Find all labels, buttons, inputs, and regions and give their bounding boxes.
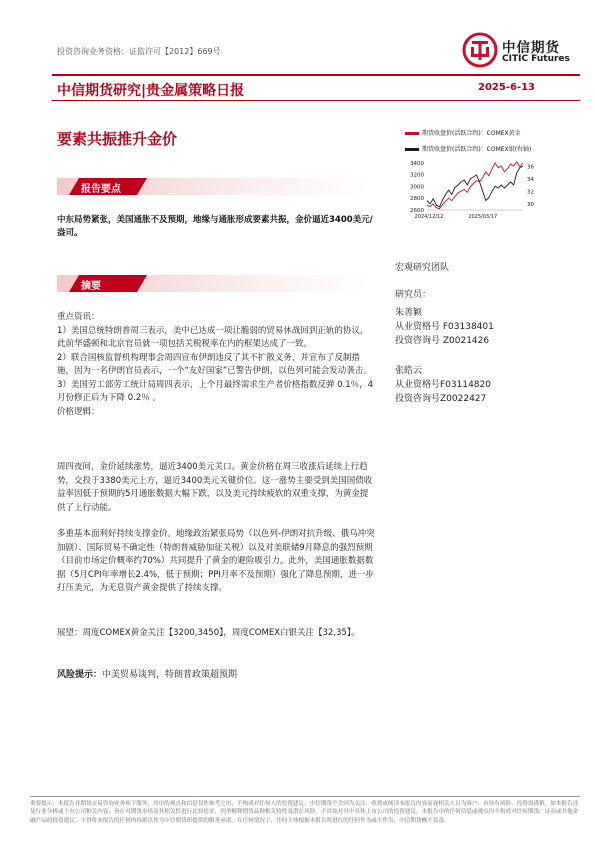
y-left-tick-label: 3400	[410, 160, 424, 167]
y-right-tick-label: 32	[527, 189, 534, 196]
citic-logo	[462, 30, 582, 70]
analyst-advisory: 投资咨询号Z0022427	[395, 394, 487, 404]
focus-item-3: 3）美国劳工部劳工统计局周四表示，上个月最终需求生产者价格指数反弹 0.1％，4 月份修正后为下降 0.2％ 。	[57, 379, 374, 403]
citic-logo-icon	[462, 32, 498, 68]
logic-paragraph-2: 多重基本面利好持续支撑金价。地缘政治紧张局势（以色列-伊朗对抗升级、俄乌冲突加剧）、国际贸易不确定性（特朗普威胁加征关税）以及对美联储9月降息的强烈预期（目前市场定价概率约70%）共同提升了黄金的避险吸引力。此外，美国通胀数据数据（5月CPI年率增长2.4%，低于预期；PPI月率不及预期）强化了降息预期，进一步打压美元，为无息资产黄金提供了持续支撑。	[57, 529, 375, 593]
analyst-1	[395, 306, 494, 348]
price-chart	[395, 122, 585, 232]
risk-text: 中美贸易谈判，特朗普政策超预期	[102, 670, 238, 680]
focus-item-2: 2）联合国核监督机构理事会周四宣布伊朗违反了其不扩散义务，并宣布了反制措施，因为一名伊朗官员表示，一个“友好国家”已警告伊朗，以色列可能会发动袭击。	[57, 352, 372, 376]
section-bar-abstract	[57, 275, 374, 292]
header-rule-bottom	[52, 100, 580, 101]
y-left-tick-label: 3000	[410, 184, 424, 191]
disclaimer-rule	[30, 796, 580, 797]
x-tick-label: 2025/03/17	[468, 214, 498, 220]
chart-plot	[395, 122, 585, 232]
section-label-key-points: 报告要点	[81, 184, 121, 195]
report-date: 2025-6-13	[478, 82, 536, 93]
researchers-label: 研究员：	[395, 290, 432, 300]
focus-news-block	[57, 311, 375, 419]
x-tick-label: 2024/12/12	[414, 214, 444, 220]
risk-warning	[57, 667, 237, 680]
logic-heading: 价格逻辑：	[57, 406, 100, 417]
team-title: 宏观研究团队	[395, 263, 450, 273]
logic-paragraph-1: 周四夜间，金价延续涨势，逼近3400美元关口。黄金价格在周三收涨后延续上行趋势，交投于3380美元上方，逼近3400美元关键价位。这一涨势主要受到美国国债收益率因低于预期的5月通胀数据大幅下跌，以及美元持续疲软的双重支撑，为黄金提供了上行动能。	[57, 462, 373, 513]
logo-english-name: CITIC Futures	[502, 54, 570, 64]
y-left-tick-label: 3200	[410, 172, 424, 179]
series-line-silver	[427, 166, 523, 207]
disclaimer-text: 重要提示：本报告非期货交易咨询业务项下服务，其中的观点和信息仅作参考之用，不构成对任何人的投资建议。中信期货不会因为关注、收到或阅读本报告内容而视相关人员为客户；市场有风险，投资需谨慎。如本报告涉及行业分析或上市公司相关内容，旨在对期货市场及其相关性进行比较论证，列举解释期货品种相关特性及潜在风险，不涉及对其中具体上市公司的投资建议，本报告中的任何信息或观点均不构成对任何期货、证券或其他金融产品的投资建议。不得将本报告的任何内容据以作为中信期货所提供的服务承诺。在任何情况下，任何主体根据本报告所进行的任何作为或不作为，中信期货概不负责。	[30, 801, 579, 824]
analyst-advisory: 投资咨询号 Z0021426	[395, 336, 490, 346]
risk-label: 风险提示：	[57, 670, 103, 680]
analyst-name: 张皓云	[395, 366, 423, 376]
legend-label-silver: 期货收盘价(活跃合约)：COMEX银(右轴)	[422, 146, 532, 153]
analyst-2	[395, 364, 491, 406]
logic-paragraph-3: 展望：周度COMEX黄金关注【3200,3450】，周度COMEX白银关注【32,35】。	[57, 628, 360, 638]
report-series-title: 中信期货研究|贵金属策略日报	[57, 83, 245, 99]
y-right-tick-label: 30	[527, 201, 534, 208]
section-label-abstract: 摘要	[81, 281, 101, 292]
license-text: 投资咨询业务资格：证监许可【2012】669号	[57, 47, 221, 56]
legend-label-gold: 期货收盘价(活跃合约)：COMEX黄金	[422, 130, 521, 137]
y-left-tick-label: 2800	[410, 196, 424, 203]
analyst-name: 朱善颖	[395, 308, 423, 318]
analyst-license: 从业资格号F03114820	[395, 380, 491, 390]
y-left-tick-label: 2600	[410, 208, 424, 214]
analyst-license: 从业资格号 F03138401	[395, 322, 494, 332]
header-rule-top	[52, 74, 580, 76]
summary-text: 中东局势紧张，美国通胀不及预期，地缘与通胀形成要素共振，金价逼近3400美元/盎司。	[57, 215, 373, 238]
section-bar-key-points	[57, 178, 374, 195]
y-right-tick-label: 34	[527, 176, 534, 183]
logo-chinese-name: 中信期货	[502, 40, 560, 56]
focus-heading: 重点资讯：	[57, 312, 100, 322]
report-title: 要素共振推升金价	[57, 130, 178, 148]
focus-item-1: 1）美国总统特朗普周三表示，美中已达成一项让脆弱的贸易休战回到正轨的协议，此前华盛顿和北京官员就一项包括关税税率在内的框架达成了一致。	[57, 325, 369, 349]
y-right-tick-label: 36	[527, 164, 534, 171]
